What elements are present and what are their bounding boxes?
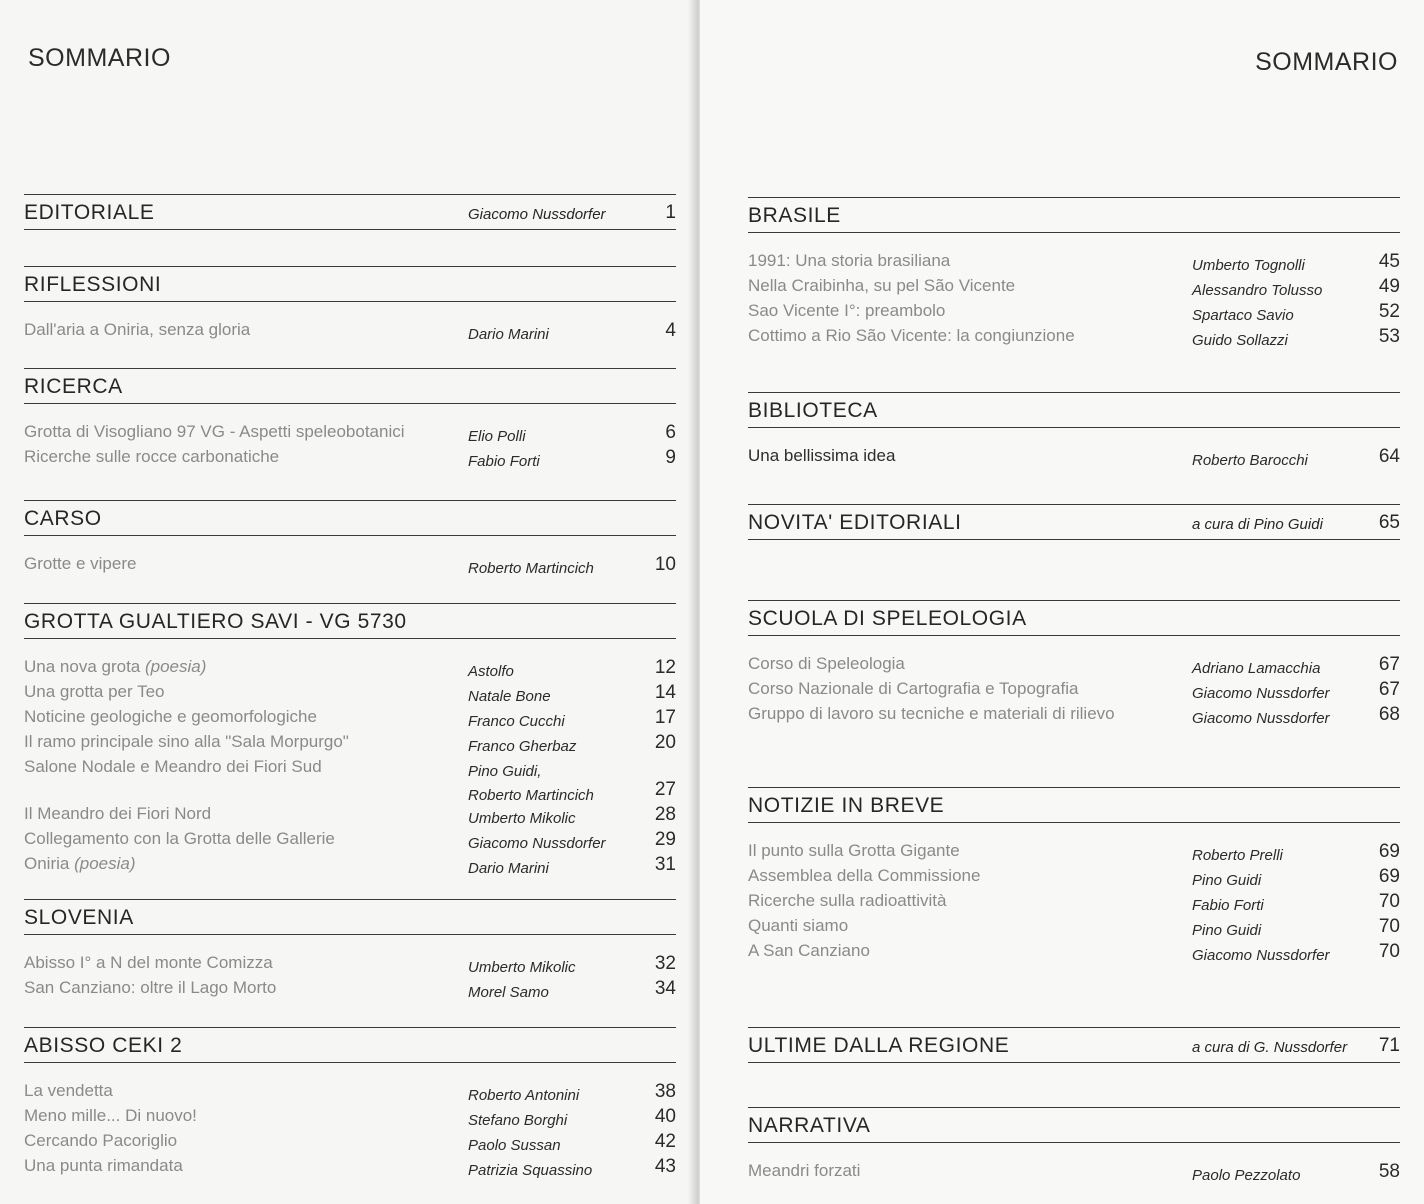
entry-author-name: Natale Bone	[468, 688, 551, 705]
entry-author	[1192, 894, 1264, 918]
toc-section	[748, 197, 1400, 351]
entry-author-name: Umberto Mikolic	[468, 810, 576, 827]
entry-title-text: Grotta di Visogliano 97 VG - Aspetti speleobotanici	[24, 422, 405, 441]
entry-page-number: 70	[1378, 916, 1400, 937]
entry-author	[468, 425, 526, 449]
entry-page-number: 38	[654, 1081, 676, 1102]
entry-title	[24, 682, 165, 702]
entry-author-name: Giacomo Nussdorfer	[1192, 947, 1330, 964]
entry-author	[468, 760, 594, 808]
toc-entry[interactable]	[748, 916, 1400, 941]
entry-page-number: 20	[654, 732, 676, 753]
toc-entry[interactable]	[24, 1106, 676, 1131]
section-header	[748, 601, 1400, 636]
entry-author	[468, 557, 594, 581]
entry-page-number: 31	[654, 854, 676, 875]
entry-page-number: 27	[654, 779, 676, 800]
entry-title	[24, 554, 136, 574]
entry-title	[24, 1131, 177, 1151]
toc-section	[748, 787, 1400, 966]
entry-page-number: 12	[654, 657, 676, 678]
entry-title-text: Quanti siamo	[748, 916, 849, 935]
section-header	[24, 195, 676, 230]
entry-title	[24, 978, 276, 998]
toc-section	[748, 392, 1400, 471]
entry-author-name: Giacomo Nussdorfer	[468, 835, 606, 852]
entry-title	[24, 707, 317, 727]
entry-title	[24, 854, 136, 874]
toc-entry[interactable]	[748, 326, 1400, 351]
toc-entry[interactable]	[24, 829, 676, 854]
entry-author-name: Pino Guidi	[1192, 922, 1262, 939]
entry-title-text: Abisso I° a N del monte Comizza	[24, 953, 273, 972]
entry-title	[24, 657, 206, 677]
entry-page-number: 70	[1378, 941, 1400, 962]
toc-section	[24, 194, 676, 230]
entry-author	[1192, 944, 1330, 968]
entry-author	[1192, 657, 1320, 681]
entry-author-name: Elio Polli	[468, 428, 526, 445]
entry-title-text: Corso Nazionale di Cartografia e Topografia	[748, 679, 1079, 698]
entry-title-text: Sao Vicente I°: preambolo	[748, 301, 946, 320]
entry-page-number: 40	[654, 1106, 676, 1127]
toc-entry[interactable]	[24, 1131, 676, 1156]
entry-title	[748, 301, 945, 321]
section-header	[748, 393, 1400, 428]
entry-author-name: Franco Cucchi	[468, 713, 565, 730]
entry-author	[468, 857, 549, 881]
section-header	[748, 788, 1400, 823]
toc-entry[interactable]	[748, 941, 1400, 966]
entry-page-number: 70	[1378, 891, 1400, 912]
page-title: SOMMARIO	[28, 44, 171, 72]
entry-title-text: Cottimo a Rio São Vicente: la congiunzione	[748, 326, 1075, 345]
entry-title-text: Meandri forzati	[748, 1161, 861, 1180]
entry-title-text: Noticine geologiche e geomorfologiche	[24, 707, 317, 726]
entry-author-name: Fabio Forti	[468, 453, 540, 470]
entry-author-name: Umberto Tognolli	[1192, 257, 1305, 274]
entry-list	[748, 654, 1400, 729]
entry-author	[1192, 279, 1322, 303]
entry-title-text: La vendetta	[24, 1081, 113, 1100]
toc-entry[interactable]	[748, 654, 1400, 679]
entry-title	[748, 841, 960, 861]
entry-author-name: Roberto Martincich	[468, 787, 594, 804]
entry-title-text: Una nova grota	[24, 657, 141, 676]
toc-entry[interactable]	[24, 320, 676, 345]
entry-title	[24, 829, 335, 849]
entry-author	[468, 832, 606, 856]
entry-title	[24, 320, 250, 340]
section-header	[24, 267, 676, 302]
entry-title	[748, 866, 980, 886]
entry-list	[748, 251, 1400, 351]
entry-title	[748, 446, 895, 466]
toc-entry[interactable]	[24, 804, 676, 829]
entry-author-name: Alessandro Tolusso	[1192, 282, 1323, 299]
entry-author-name: Astolfo	[468, 663, 514, 680]
entry-title-text: San Canziano: oltre il Lago Morto	[24, 978, 277, 997]
section-name: NARRATIVA	[748, 1114, 871, 1137]
toc-entry[interactable]	[24, 682, 676, 707]
entry-author	[1192, 844, 1283, 868]
toc-entry[interactable]	[24, 447, 676, 472]
entry-author	[468, 710, 565, 734]
toc-entry[interactable]	[748, 1161, 1400, 1186]
entry-title-text: Oniria	[24, 854, 70, 873]
section-name: ABISSO CEKI 2	[24, 1034, 183, 1057]
toc-entry[interactable]	[748, 251, 1400, 276]
toc-entry[interactable]	[24, 422, 676, 447]
section-header	[24, 604, 676, 639]
entry-page-number: 28	[654, 804, 676, 825]
toc-entry[interactable]	[24, 757, 676, 804]
section-header	[748, 1108, 1400, 1143]
entry-page-number: 53	[1378, 326, 1400, 347]
toc-section	[24, 266, 676, 345]
entry-page-number: 29	[654, 829, 676, 850]
section-page-number: 71	[1378, 1035, 1400, 1056]
entry-title-text: Salone Nodale e Meandro dei Fiori Sud	[24, 757, 322, 776]
right-page	[700, 0, 1424, 1204]
entry-title	[748, 941, 870, 961]
entry-page-number: 68	[1378, 704, 1400, 725]
toc-entry[interactable]	[24, 953, 676, 978]
entry-title	[24, 422, 405, 442]
entry-title-text: Una grotta per Teo	[24, 682, 165, 701]
entry-list	[24, 657, 676, 879]
page-title: SOMMARIO	[1255, 48, 1398, 76]
section-author: a cura di Pino Guidi	[1192, 516, 1323, 533]
entry-page-number: 4	[665, 320, 676, 341]
entry-title	[24, 732, 349, 752]
entry-page-number: 52	[1378, 301, 1400, 322]
section-header	[24, 501, 676, 536]
section-page-number: 65	[1378, 512, 1400, 533]
entry-title	[24, 447, 279, 467]
entry-list	[24, 554, 676, 579]
entry-author-name: Stefano Borghi	[468, 1112, 568, 1129]
toc-entry[interactable]	[24, 854, 676, 879]
toc-entry[interactable]	[24, 707, 676, 732]
entry-title	[24, 1156, 183, 1176]
entry-title-text: Collegamento con la Grotta delle Gallerie	[24, 829, 335, 848]
entry-author-name: Spartaco Savio	[1192, 307, 1294, 324]
toc-entry[interactable]	[24, 554, 676, 579]
entry-page-number: 67	[1378, 679, 1400, 700]
toc-entry[interactable]	[24, 1156, 676, 1181]
toc-section	[748, 1027, 1400, 1063]
entry-author-name: Roberto Barocchi	[1192, 452, 1308, 469]
entry-author-name: Roberto Martincich	[468, 560, 594, 577]
entry-list	[748, 446, 1400, 471]
toc-entry[interactable]	[748, 446, 1400, 471]
entry-list	[748, 1161, 1400, 1186]
entry-title-text: Nella Craibinha, su pel São Vicente	[748, 276, 1016, 295]
entry-author	[1192, 449, 1308, 473]
entry-title	[748, 326, 1075, 346]
toc-section	[748, 1107, 1400, 1186]
toc-section	[24, 899, 676, 1003]
entry-title	[748, 704, 1115, 724]
entry-author	[1192, 304, 1294, 328]
entry-title-text: A San Canziano	[748, 941, 870, 960]
entry-author-name: Adriano Lamacchia	[1192, 660, 1321, 677]
entry-title	[748, 1161, 860, 1181]
toc-entry[interactable]	[748, 679, 1400, 704]
entry-author	[1192, 329, 1288, 353]
toc-entry[interactable]	[24, 732, 676, 757]
entry-title-text: Corso di Speleologia	[748, 654, 905, 673]
toc-entry[interactable]	[748, 891, 1400, 916]
entry-list	[24, 1081, 676, 1181]
entry-page-number: 9	[665, 447, 676, 468]
entry-title-note: (poesia)	[74, 854, 136, 873]
left-page	[0, 0, 700, 1204]
toc-section	[24, 368, 676, 472]
toc-section	[748, 504, 1400, 540]
section-name: ULTIME DALLA REGIONE	[748, 1034, 1010, 1057]
entry-author	[468, 1084, 579, 1108]
toc-entry[interactable]	[24, 657, 676, 682]
entry-page-number: 34	[654, 978, 676, 999]
entry-author-name: Roberto Prelli	[1192, 847, 1283, 864]
section-page-number: 1	[665, 202, 676, 223]
entry-title-text: Una punta rimandata	[24, 1156, 183, 1175]
entry-page-number: 69	[1378, 841, 1400, 862]
entry-author-name: Pino Guidi,	[468, 763, 542, 780]
entry-author	[468, 1159, 592, 1183]
entry-title-text: Il ramo principale sino alla "Sala Morpurgo"	[24, 732, 349, 751]
entry-title-text: 1991: Una storia brasiliana	[748, 251, 951, 270]
entry-title	[24, 804, 211, 824]
section-name: CARSO	[24, 507, 102, 530]
entry-author-name: Paolo Pezzolato	[1192, 1167, 1301, 1184]
toc-section	[24, 500, 676, 579]
section-header	[748, 198, 1400, 233]
entry-author	[1192, 254, 1305, 278]
entry-author	[468, 450, 540, 474]
entry-title	[24, 953, 273, 973]
section-header	[24, 369, 676, 404]
entry-page-number: 17	[654, 707, 676, 728]
entry-page-number: 64	[1378, 446, 1400, 467]
toc-entry[interactable]	[24, 978, 676, 1003]
entry-author	[468, 735, 576, 759]
entry-title	[748, 891, 946, 911]
toc-entry[interactable]	[748, 704, 1400, 729]
entry-page-number: 43	[654, 1156, 676, 1177]
section-header	[748, 505, 1400, 540]
entry-author	[1192, 869, 1261, 893]
entry-title	[748, 276, 1015, 296]
entry-author	[1192, 707, 1330, 731]
toc-entry[interactable]	[748, 301, 1400, 326]
entry-title	[748, 679, 1078, 699]
section-name: NOVITA' EDITORIALI	[748, 511, 962, 534]
toc-entry[interactable]	[748, 866, 1400, 891]
entry-title	[748, 251, 950, 271]
entry-author	[1192, 1164, 1300, 1188]
entry-page-number: 67	[1378, 654, 1400, 675]
entry-author-name: Franco Gherbaz	[468, 738, 577, 755]
entry-title-text: Ricerche sulla radioattività	[748, 891, 947, 910]
section-name: SCUOLA DI SPELEOLOGIA	[748, 607, 1027, 630]
entry-title-text: Il punto sulla Grotta Gigante	[748, 841, 960, 860]
entry-author-name: Umberto Mikolic	[468, 959, 576, 976]
entry-page-number: 69	[1378, 866, 1400, 887]
entry-author-name: Paolo Sussan	[468, 1137, 561, 1154]
entry-author	[1192, 919, 1261, 943]
entry-author-name: Morel Samo	[468, 984, 549, 1001]
section-header	[748, 1028, 1400, 1063]
entry-title	[24, 757, 322, 777]
entry-author	[468, 1134, 561, 1158]
section-name: RICERCA	[24, 375, 123, 398]
entry-title	[24, 1081, 113, 1101]
section-author: Giacomo Nussdorfer	[468, 206, 606, 223]
entry-list	[24, 422, 676, 472]
entry-list	[24, 953, 676, 1003]
toc-section	[24, 1027, 676, 1181]
entry-author	[468, 1109, 567, 1133]
toc-section	[24, 603, 676, 879]
entry-title-text: Cercando Pacoriglio	[24, 1131, 178, 1150]
entry-author-name: Guido Sollazzi	[1192, 332, 1288, 349]
entry-title-text: Gruppo di lavoro su tecniche e materiali di rilievo	[748, 704, 1115, 723]
entry-page-number: 58	[1378, 1161, 1400, 1182]
section-name: BIBLIOTECA	[748, 399, 878, 422]
entry-title-text: Il Meandro dei Fiori Nord	[24, 804, 212, 823]
entry-author	[468, 807, 576, 831]
entry-title-text: Ricerche sulle rocce carbonatiche	[24, 447, 280, 466]
entry-author	[468, 685, 551, 709]
entry-list	[748, 841, 1400, 966]
section-name: SLOVENIA	[24, 906, 134, 929]
entry-page-number: 49	[1378, 276, 1400, 297]
entry-page-number: 42	[654, 1131, 676, 1152]
section-author: a cura di G. Nussdorfer	[1192, 1039, 1348, 1056]
entry-author	[468, 981, 549, 1005]
entry-title-text: Grotte e vipere	[24, 554, 137, 573]
entry-page-number: 6	[665, 422, 676, 443]
entry-author	[468, 323, 549, 347]
entry-author-name: Giacomo Nussdorfer	[1192, 710, 1330, 727]
section-name: GROTTA GUALTIERO SAVI - VG 5730	[24, 610, 407, 633]
entry-title-text: Dall'aria a Oniria, senza gloria	[24, 320, 251, 339]
entry-page-number: 32	[654, 953, 676, 974]
entry-page-number: 45	[1378, 251, 1400, 272]
toc-section	[748, 600, 1400, 729]
entry-author-name: Giacomo Nussdorfer	[1192, 685, 1330, 702]
toc-entry[interactable]	[748, 276, 1400, 301]
entry-author-name: Dario Marini	[468, 326, 549, 343]
entry-author	[468, 660, 514, 684]
section-header	[24, 1028, 676, 1063]
entry-title	[748, 916, 848, 936]
entry-title	[748, 654, 905, 674]
section-name: BRASILE	[748, 204, 841, 227]
section-name: EDITORIALE	[24, 201, 155, 224]
entry-title-text: Meno mille... Di nuovo!	[24, 1106, 197, 1125]
entry-author-name: Roberto Antonini	[468, 1087, 580, 1104]
entry-author	[468, 956, 576, 980]
entry-list	[24, 320, 676, 345]
toc-entry[interactable]	[748, 841, 1400, 866]
entry-title	[24, 1106, 197, 1126]
entry-author	[1192, 682, 1330, 706]
entry-author-name: Pino Guidi	[1192, 872, 1262, 889]
entry-page-number: 14	[654, 682, 676, 703]
entry-title-note: (poesia)	[144, 657, 207, 676]
section-header	[24, 900, 676, 935]
entry-author-name: Dario Marini	[468, 860, 549, 877]
toc-entry[interactable]	[24, 1081, 676, 1106]
entry-page-number: 10	[654, 554, 676, 575]
section-name: RIFLESSIONI	[24, 273, 162, 296]
section-name: NOTIZIE IN BREVE	[748, 794, 945, 817]
entry-author-name: Fabio Forti	[1192, 897, 1264, 914]
entry-title-text: Assemblea della Commissione	[748, 866, 981, 885]
entry-title-text: Una bellissima idea	[748, 446, 896, 465]
entry-author-name: Patrizia Squassino	[468, 1162, 593, 1179]
